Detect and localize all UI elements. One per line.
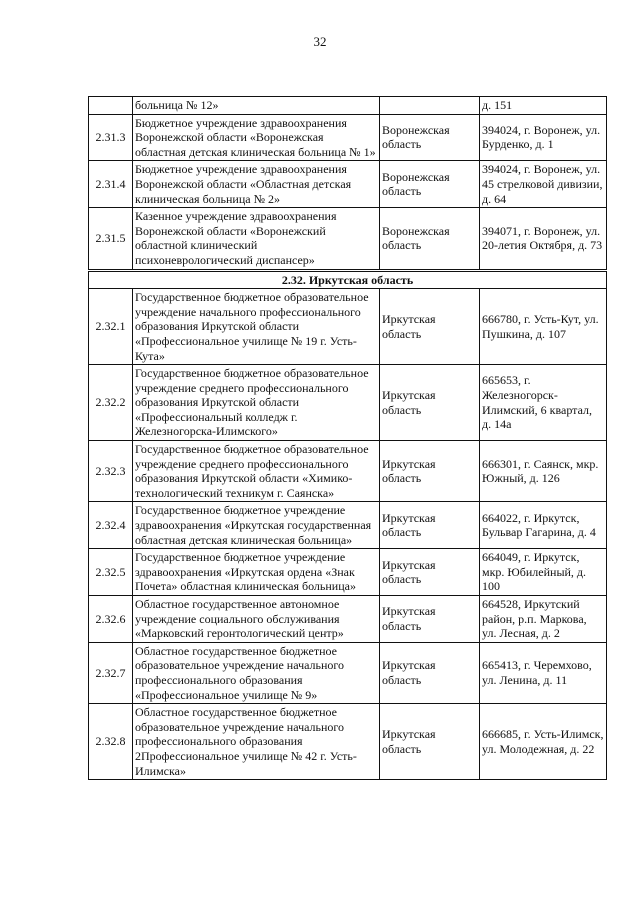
address: 394024, г. Воронеж, ул. 45 стрелковой дивизии, д. 64: [480, 161, 607, 208]
table-row: [89, 596, 607, 643]
row-number: 2.31.5: [89, 208, 133, 270]
address: 665413, г. Черемхово, ул. Ленина, д. 11: [480, 642, 607, 703]
institution-name: Государственное бюджетное образовательное учреждение среднего профессионального образования Иркутской области «Профессиональный колледж г. Железногорска-Илимского»: [133, 365, 380, 441]
row-number: 2.32.4: [89, 502, 133, 549]
row-number: [89, 97, 133, 115]
table-row: [89, 441, 607, 502]
address: 394071, г. Воронеж, ул. 20-летия Октября, д. 73: [480, 208, 607, 270]
region: Иркутская область: [380, 502, 480, 549]
table-row: [89, 502, 607, 549]
page-number: 32: [313, 34, 327, 49]
address: 666780, г. Усть-Кут, ул. Пушкина, д. 107: [480, 289, 607, 365]
table-row: [89, 365, 607, 441]
row-number: 2.32.2: [89, 365, 133, 441]
section-header-row: [89, 270, 607, 289]
row-number: 2.31.4: [89, 161, 133, 208]
table-row: [89, 114, 607, 161]
region: [380, 97, 480, 115]
region: Иркутская область: [380, 289, 480, 365]
institution-name: Областное государственное бюджетное образовательное учреждение начального профессионального образования 2Профессиональное училище № 42 г. Усть-Илимска»: [133, 704, 380, 780]
table-row: [89, 208, 607, 270]
institutions-table: [88, 96, 607, 780]
institution-name: больница № 12»: [133, 97, 380, 115]
row-number: 2.32.1: [89, 289, 133, 365]
address: 666685, г. Усть-Илимск, ул. Молодежная, д. 22: [480, 704, 607, 780]
table-row: [89, 161, 607, 208]
row-number: 2.32.8: [89, 704, 133, 780]
table-row: [89, 549, 607, 596]
institution-name: Государственное бюджетное учреждение здравоохранения «Иркутская ордена «Знак Почета» областная клиническая больница»: [133, 549, 380, 596]
row-number: 2.32.6: [89, 596, 133, 643]
row-number: 2.31.3: [89, 114, 133, 161]
institution-name: Государственное бюджетное учреждение здравоохранения «Иркутская государственная областная детская клиническая больница»: [133, 502, 380, 549]
region: Воронежская область: [380, 208, 480, 270]
institution-name: Бюджетное учреждение здравоохранения Воронежской области «Воронежская областная детская клиническая больница № 1»: [133, 114, 380, 161]
institution-name: Бюджетное учреждение здравоохранения Воронежской области «Областная детская клиническая больница № 2»: [133, 161, 380, 208]
address: 666301, г. Саянск, мкр. Южный, д. 126: [480, 441, 607, 502]
address: 664022, г. Иркутск, Бульвар Гагарина, д. 4: [480, 502, 607, 549]
section-title: 2.32. Иркутская область: [89, 270, 607, 289]
table-row: [89, 642, 607, 703]
region: Иркутская область: [380, 596, 480, 643]
institution-name: Государственное бюджетное образовательное учреждение начального профессионального образования Иркутской области «Профессиональное училище № 19 г. Усть-Кута»: [133, 289, 380, 365]
region: Иркутская область: [380, 642, 480, 703]
table-row: [89, 97, 607, 115]
institution-name: Областное государственное автономное учреждение социального обслуживания «Марковский геронтологический центр»: [133, 596, 380, 643]
address: д. 151: [480, 97, 607, 115]
institution-name: Казенное учреждение здравоохранения Воронежской области «Воронежский областной клинический психоневрологический диспансер»: [133, 208, 380, 270]
table-row: [89, 289, 607, 365]
address: 394024, г. Воронеж, ул. Бурденко, д. 1: [480, 114, 607, 161]
address: 664049, г. Иркутск, мкр. Юбилейный, д. 100: [480, 549, 607, 596]
row-number: 2.32.5: [89, 549, 133, 596]
institution-name: Государственное бюджетное образовательное учреждение среднего профессионального образования Иркутской области «Химико-технологический техникум г. Саянска»: [133, 441, 380, 502]
region: Воронежская область: [380, 114, 480, 161]
region: Иркутская область: [380, 365, 480, 441]
region: Воронежская область: [380, 161, 480, 208]
region: Иркутская область: [380, 441, 480, 502]
institution-name: Областное государственное бюджетное образовательное учреждение начального профессионального образования «Профессиональное училище № 9»: [133, 642, 380, 703]
address: 665653, г. Железногорск-Илимский, 6 квартал, д. 14а: [480, 365, 607, 441]
region: Иркутская область: [380, 549, 480, 596]
address: 664528, Иркутский район, р.п. Маркова, ул. Лесная, д. 2: [480, 596, 607, 643]
table-row: [89, 704, 607, 780]
row-number: 2.32.7: [89, 642, 133, 703]
row-number: 2.32.3: [89, 441, 133, 502]
region: Иркутская область: [380, 704, 480, 780]
